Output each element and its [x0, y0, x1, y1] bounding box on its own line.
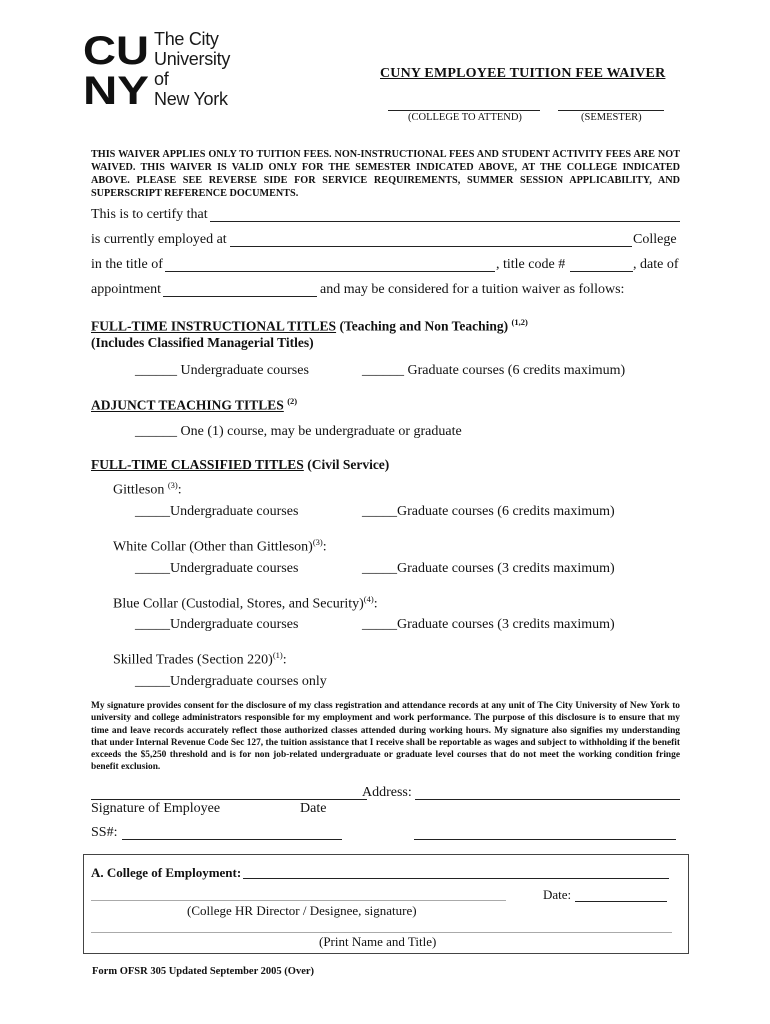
colon: : [373, 596, 378, 612]
white-collar-graduate-option[interactable]: _____Graduate courses (3 credits maximum) [362, 561, 615, 576]
logo-line: The City [154, 29, 219, 49]
address-label: Address: [362, 785, 412, 800]
superscript: (3) [312, 537, 323, 547]
label: Gittleson [113, 482, 165, 498]
college-employment-field[interactable] [243, 878, 669, 879]
blue-collar-graduate-option[interactable]: _____Graduate courses (3 credits maximum) [362, 617, 615, 632]
superscript: (1) [272, 650, 283, 660]
adjunct-heading [91, 396, 297, 414]
ss-field[interactable] [122, 839, 342, 840]
date-of-label: , date of [633, 257, 679, 272]
adjunct-option[interactable] [135, 424, 462, 440]
fulltime-graduate-option[interactable] [362, 363, 625, 379]
semester-field[interactable] [558, 110, 664, 111]
label: Skilled Trades (Section 220) [113, 652, 273, 668]
label: White Collar (Other than Gittleson) [113, 539, 313, 555]
gittleson-undergrad-option[interactable]: _____Undergraduate courses [135, 504, 299, 519]
superscript: (1,2) [511, 317, 528, 327]
heading-underlined: FULL-TIME INSTRUCTIONAL TITLES [91, 318, 337, 334]
managerial-subheading: (Includes Classified Managerial Titles) [91, 335, 314, 350]
print-name-label: (Print Name and Title) [319, 934, 437, 949]
superscript: (4) [363, 594, 374, 604]
option-label: Graduate courses (6 credits maximum) [404, 363, 626, 378]
title-field[interactable] [165, 271, 495, 272]
form-title: CUNY EMPLOYEE TUITION FEE WAIVER [380, 66, 666, 81]
consent-paragraph: My signature provides consent for the disclosure of my class registration and attendance records at any unit of The City University of New York to university and college administrators responsible for my employment and work performance. The purpose of this disclosure is to ensure that my time and leave records accurately reflect those authorized classes attended during working hours. My signature also signifies my understanding that under Internal Revenue Code Sec 127, the tuition assistance that I receive shall be reportable as wages and subject to withholding if the benefit exceeds the $5,250 threshold and is for non job-related undergraduate or graduate level courses that do not meet the working condition fringe benefit exclusion. [91, 701, 680, 773]
fulltime-instructional-heading [91, 317, 528, 335]
blue-collar-undergrad-option[interactable]: _____Undergraduate courses [135, 617, 299, 632]
colon: : [322, 539, 327, 555]
title-code-field[interactable] [570, 271, 633, 272]
svg-text:NY: NY [83, 69, 150, 106]
employee-name-field[interactable] [210, 221, 680, 222]
colon: : [282, 652, 287, 668]
cuny-logo-mark [83, 30, 151, 106]
label: Blue Collar (Custodial, Stores, and Security) [113, 596, 364, 612]
logo-line: of [154, 69, 169, 89]
blank: ______ [135, 424, 177, 439]
signature-date-label: Date [300, 801, 327, 816]
white-collar-label [113, 537, 327, 556]
logo-line: University [154, 49, 231, 69]
form-footer: Form OFSR 305 Updated September 2005 (Over) [92, 966, 315, 977]
print-name-field[interactable] [91, 932, 672, 933]
title-code-label: , title code # [496, 257, 566, 272]
heading-rest: (Civil Service) [303, 457, 390, 472]
skilled-trades-undergrad-option[interactable]: _____Undergraduate courses only [135, 674, 327, 689]
fulltime-undergrad-option[interactable] [135, 363, 309, 379]
hr-signature-label: (College HR Director / Designee, signature) [187, 903, 417, 918]
signature-label: Signature of Employee [91, 801, 221, 816]
gittleson-graduate-option[interactable]: _____Graduate courses (6 credits maximum) [362, 504, 615, 519]
appointment-date-field[interactable] [163, 296, 317, 297]
classified-heading [91, 457, 389, 473]
blue-collar-label [113, 594, 378, 613]
ss-label: SS#: [91, 825, 118, 840]
skilled-trades-label [113, 650, 287, 669]
college-suffix: College [633, 232, 677, 247]
superscript: (2) [287, 396, 298, 406]
address-field[interactable] [415, 799, 680, 800]
waiver-notice: THIS WAIVER APPLIES ONLY TO TUITION FEES. NON-INSTRUCTIONAL FEES AND STUDENT ACTIVITY FEES ARE NOT WAIVED. THIS WAIVER IS VALID ONLY FOR THE SEMESTER INDICATED ABOVE, AT THE COLLEGE INDICATED ABOVE. PLEASE SEE REVERSE SIDE FOR SERVICE REQUIREMENTS, SUMMER SESSION APPLICABILITY, AND SUPERSCRIPT REFERENCE DOCUMENTS. [91, 149, 680, 199]
heading-rest: (Teaching and Non Teaching) [336, 318, 509, 334]
colon: : [177, 482, 182, 498]
college-to-attend-label: (COLLEGE TO ATTEND) [408, 112, 522, 123]
college-to-attend-field[interactable] [388, 110, 540, 111]
white-collar-undergrad-option[interactable]: _____Undergraduate courses [135, 561, 299, 576]
blank: ______ [135, 363, 177, 378]
title-of-label: in the title of [91, 257, 163, 272]
logo-line: New York [154, 89, 228, 109]
logo-wordmark [154, 29, 230, 109]
option-label: Undergraduate courses [177, 363, 309, 378]
hr-date-label: Date: [543, 887, 572, 902]
option-label: One (1) course, may be undergraduate or graduate [177, 424, 462, 439]
certify-label: This is to certify that [91, 207, 208, 222]
waiver-follows-label: and may be considered for a tuition waiver as follows: [320, 282, 625, 297]
address-line2-field[interactable] [414, 839, 676, 840]
employee-signature-field[interactable] [91, 799, 367, 800]
blank: ______ [362, 363, 404, 378]
hr-date-field[interactable] [575, 901, 667, 902]
superscript: (3) [167, 480, 178, 490]
heading-underlined: FULL-TIME CLASSIFIED TITLES [91, 457, 304, 472]
appointment-label: appointment [91, 282, 161, 297]
employer-college-field[interactable] [230, 246, 632, 247]
svg-text:CU: CU [83, 30, 149, 73]
semester-label: (SEMESTER) [581, 112, 642, 123]
college-employment-label: A. College of Employment: [91, 865, 242, 880]
gittleson-label [113, 480, 182, 499]
heading-underlined: ADJUNCT TEACHING TITLES [91, 397, 284, 413]
hr-signature-field[interactable] [91, 900, 506, 901]
employed-at-label: is currently employed at [91, 232, 227, 247]
